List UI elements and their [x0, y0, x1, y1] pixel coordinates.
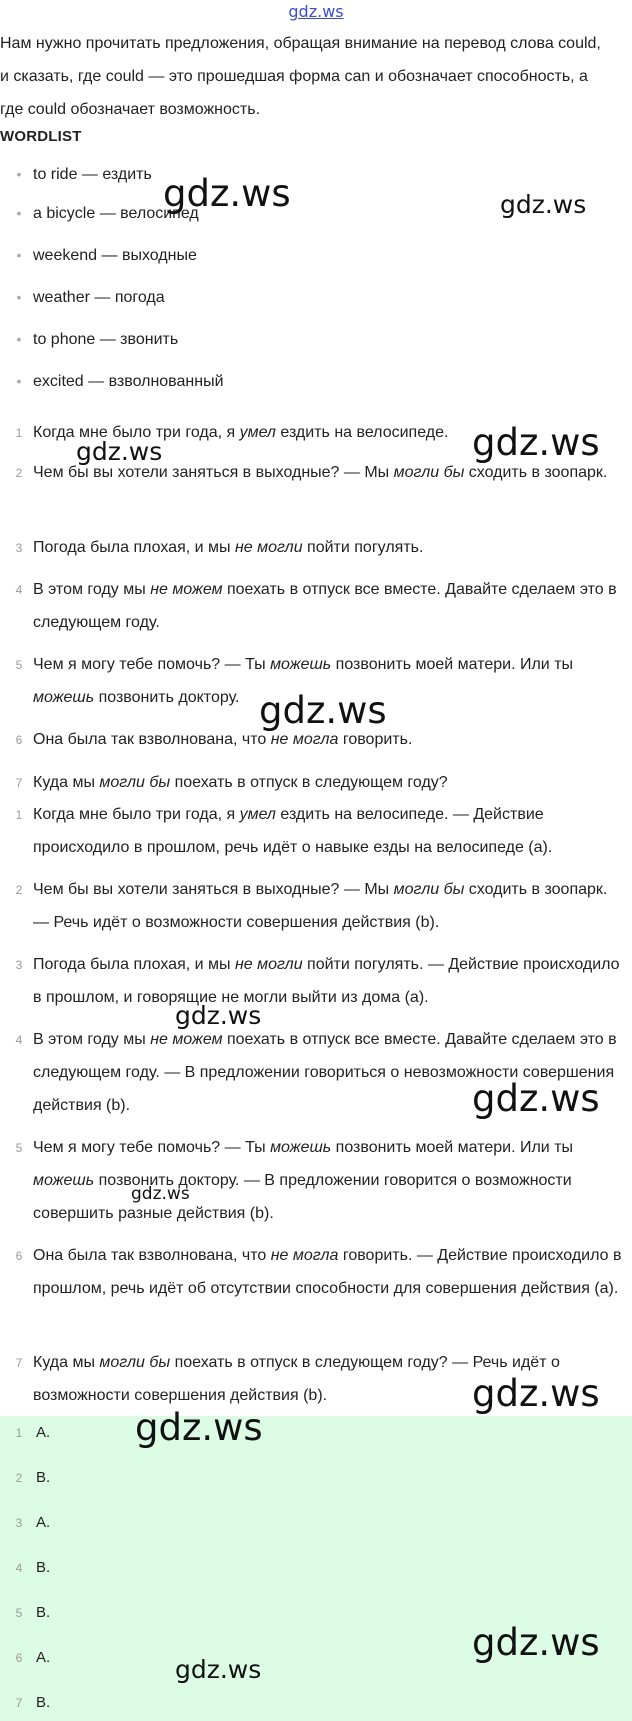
- bullet-icon: •: [16, 205, 22, 221]
- answers-panel: [0, 1416, 632, 1721]
- watermark: gdz.ws: [135, 1406, 263, 1449]
- watermark: gdz.ws: [76, 437, 163, 466]
- watermark: gdz.ws: [259, 689, 387, 732]
- watermark: gdz.ws: [472, 1372, 600, 1415]
- bullet-icon: •: [16, 166, 22, 182]
- watermark: gdz.ws: [131, 1184, 190, 1204]
- watermark: gdz.ws: [472, 421, 600, 464]
- watermark: gdz.ws: [500, 190, 587, 219]
- bullet-icon: •: [16, 373, 22, 389]
- bullet-icon: •: [16, 289, 22, 305]
- bullet-icon: •: [16, 331, 22, 347]
- watermark: gdz.ws: [163, 172, 291, 215]
- watermark: gdz.ws: [472, 1621, 600, 1664]
- site-header: [0, 2, 632, 22]
- intro-text: Нам нужно прочитать предложения, обращая внимание на перевод слова could, и сказать, где could — это прошедшая форма can и обозначает способность, а где could обозначает возможность.: [0, 35, 601, 118]
- watermark: gdz.ws: [175, 1001, 262, 1030]
- site-link[interactable]: gdz.ws: [288, 2, 344, 21]
- watermark: gdz.ws: [472, 1077, 600, 1120]
- watermark: gdz.ws: [175, 1655, 262, 1684]
- bullet-icon: •: [16, 247, 22, 263]
- wordlist-title: WORDLIST: [0, 128, 82, 145]
